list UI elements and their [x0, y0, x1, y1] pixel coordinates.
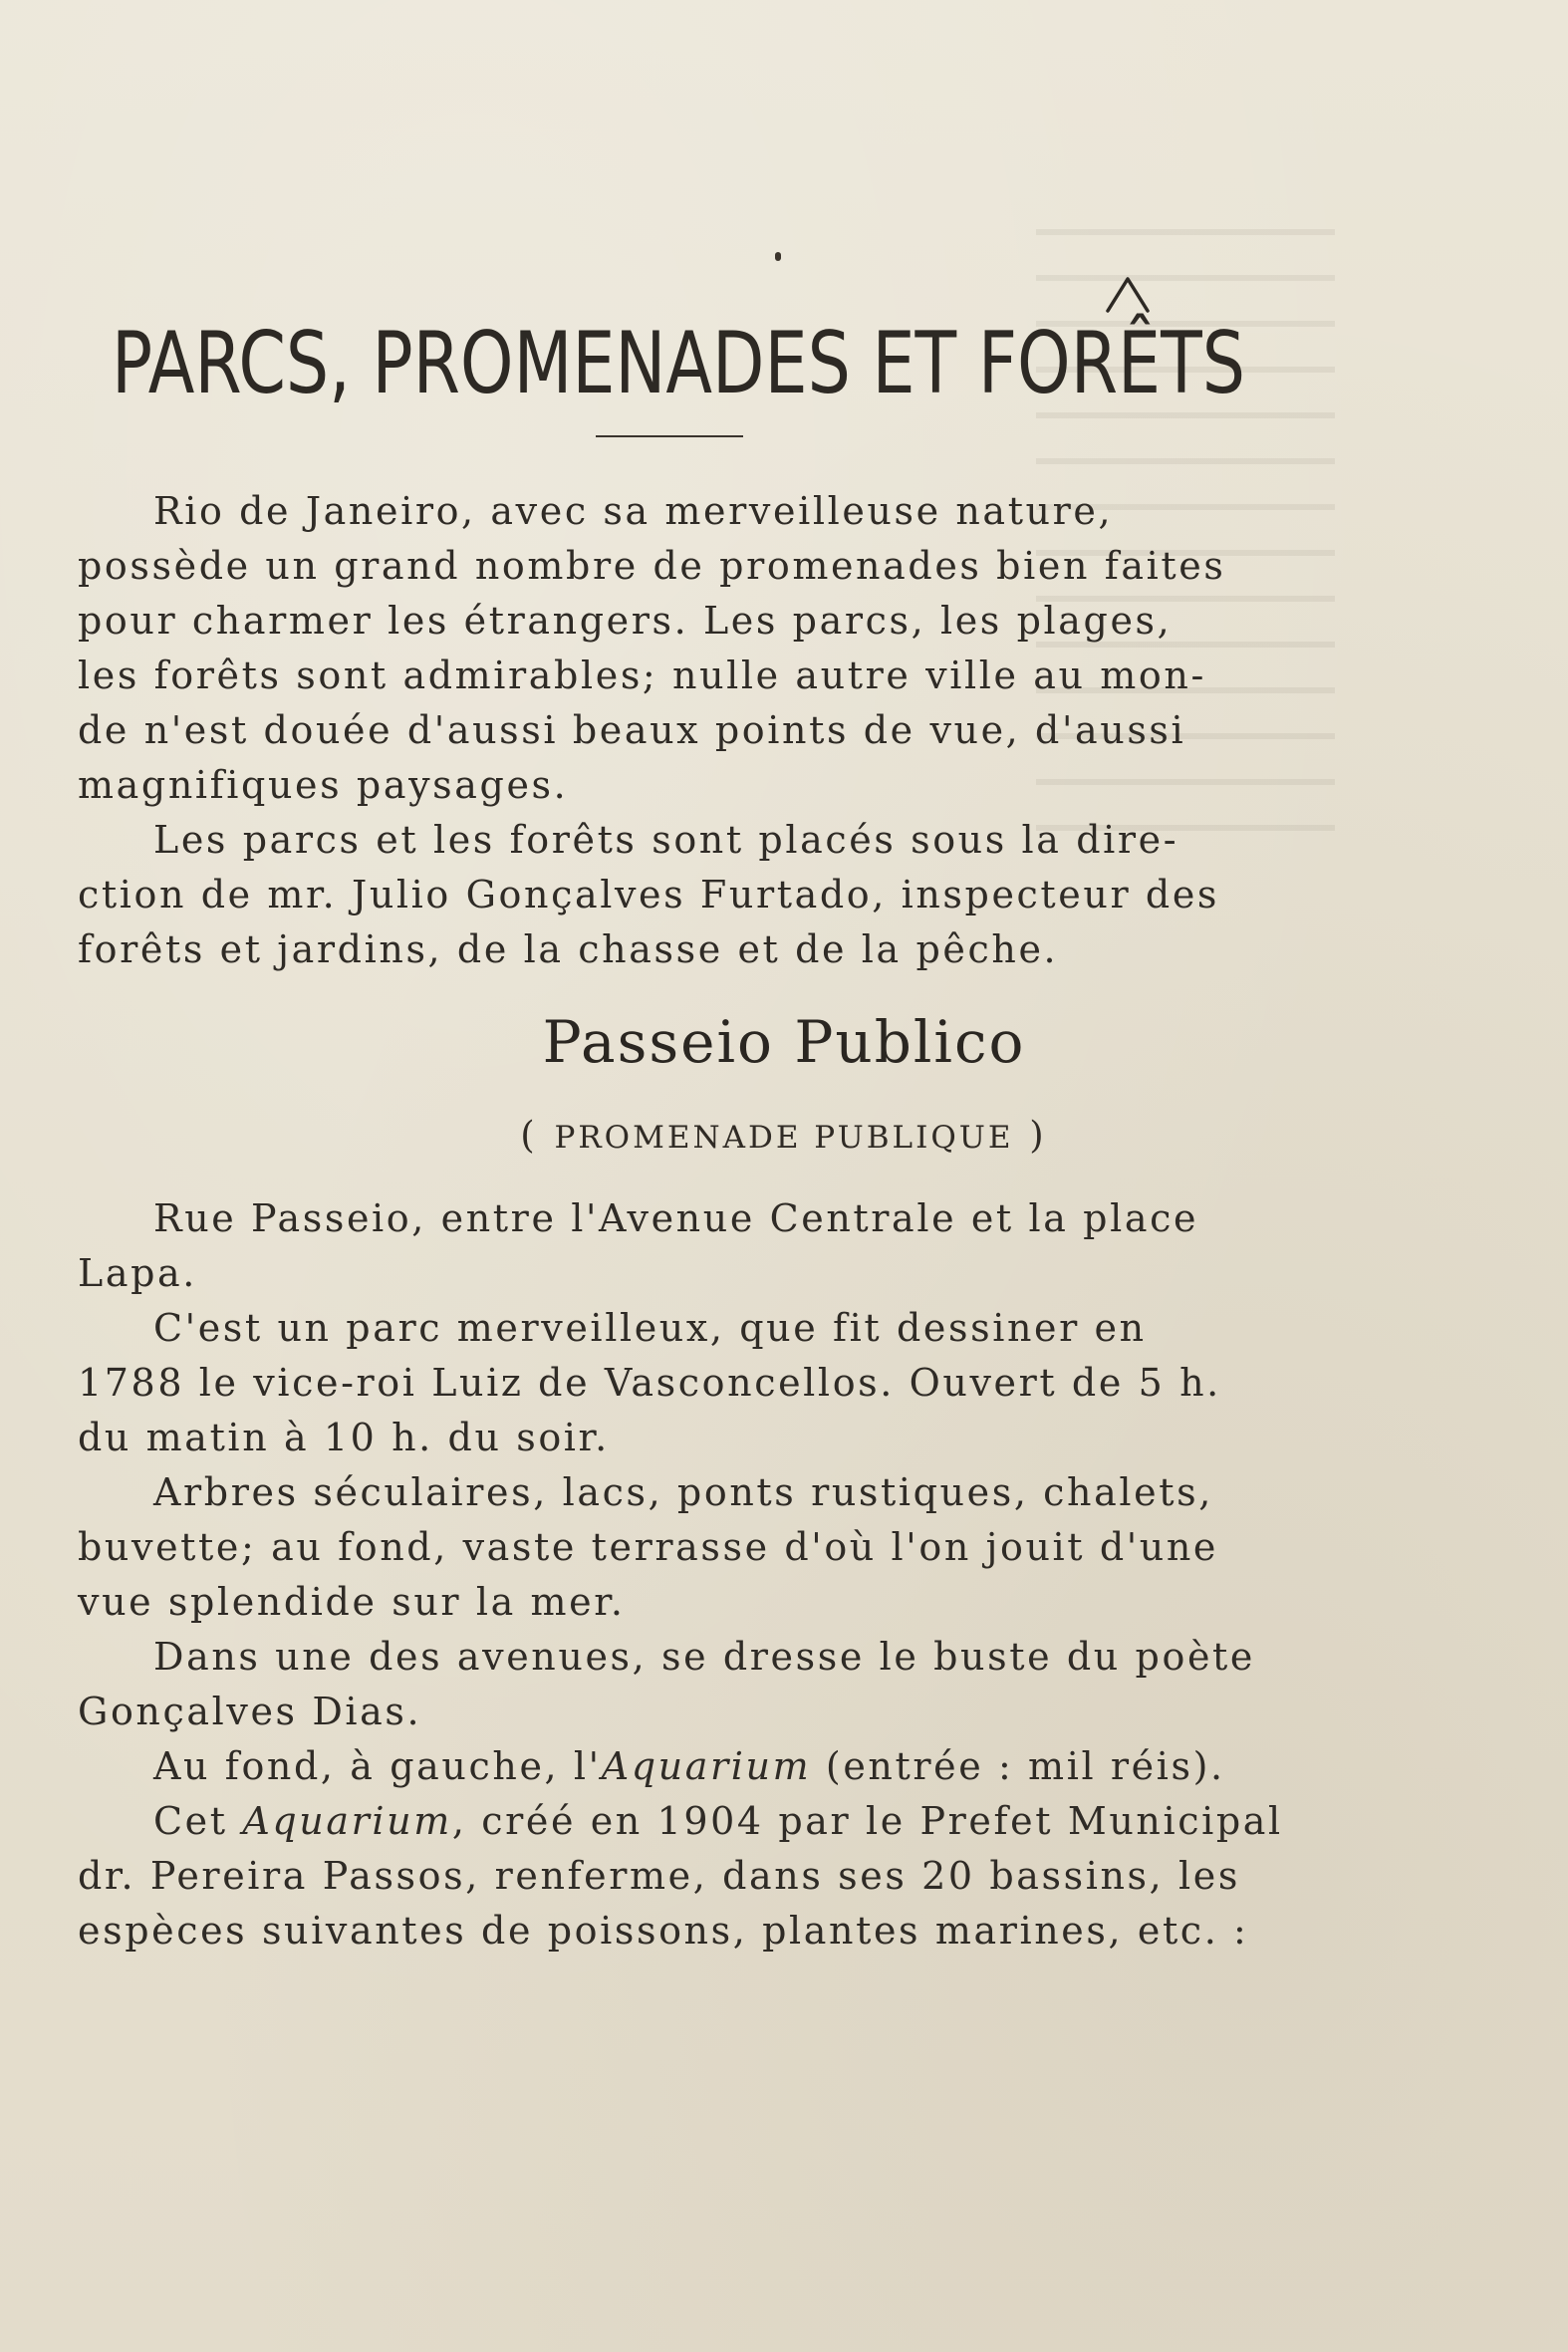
- subtitle-text: PROMENADE PUBLIQUE: [554, 1120, 1014, 1156]
- section-paragraphs: [78, 1191, 1283, 1959]
- text-line: de n'est douée d'aussi beaux points de vue, d'aussi: [78, 708, 1186, 752]
- text-line: Arbres séculaires, lacs, ponts rustiques, chalets,: [153, 1470, 1213, 1514]
- subtitle-paren-close: ): [1029, 1114, 1048, 1157]
- text-line: pour charmer les étrangers. Les parcs, les plages,: [78, 599, 1173, 643]
- aquarium-italic: Aquarium: [601, 1744, 812, 1788]
- text-line: forêts et jardins, de la chasse et de la pêche.: [78, 927, 1059, 971]
- chapter-title-text: PARCS, PROMENADES ET FORÊTS: [112, 314, 1543, 413]
- text-line: magnifiques paysages.: [78, 763, 569, 807]
- text-line: possède un grand nombre de promenades bien faites: [78, 544, 1226, 588]
- text-line: C'est un parc merveilleux, que fit dessiner en: [153, 1306, 1147, 1350]
- text-segment: Au fond, à gauche, l': [153, 1744, 602, 1788]
- intro-paragraphs: [78, 484, 1273, 977]
- text-line: dr. Pereira Passos, renferme, dans ses 20 bassins, les: [78, 1854, 1240, 1898]
- text-line: 1788 le vice-roi Luiz de Vasconcellos. Ouvert de 5 h.: [78, 1361, 1221, 1405]
- text-line: Rio de Janeiro, avec sa merveilleuse nature,: [153, 489, 1114, 533]
- text-line: Gonçalves Dias.: [78, 1690, 422, 1733]
- text-line: ction de mr. Julio Gonçalves Furtado, inspecteur des: [78, 873, 1220, 916]
- text-line: Rue Passeio, entre l'Avenue Centrale et la place: [153, 1196, 1199, 1240]
- text-line: du matin à 10 h. du soir.: [78, 1416, 610, 1459]
- title-divider: [596, 435, 743, 437]
- text-line-aquarium: [78, 1739, 1273, 1794]
- text-segment: , créé en 1904 par le Prefet Municipal: [451, 1799, 1283, 1843]
- section-title: Passeio Publico: [542, 1008, 1026, 1076]
- printer-mark: [775, 252, 781, 261]
- text-line: vue splendide sur la mer.: [78, 1580, 626, 1624]
- text-line: les forêts sont admirables; nulle autre ville au mon-: [78, 653, 1206, 697]
- text-line: Lapa.: [78, 1251, 197, 1295]
- section-subtitle: [0, 1114, 1568, 1157]
- aquarium-italic: Aquarium: [242, 1799, 452, 1843]
- text-line: Les parcs et les forêts sont placés sous la dire-: [153, 818, 1179, 862]
- text-segment: (entrée : mil réis).: [811, 1744, 1225, 1788]
- text-line-cet-aquarium: [78, 1794, 1283, 1849]
- chapter-title: [112, 261, 1543, 420]
- text-line: Dans une des avenues, se dresse le buste du poète: [153, 1635, 1255, 1679]
- text-line: buvette; au fond, vaste terrasse d'où l'on jouit d'une: [78, 1525, 1219, 1569]
- text-segment: Cet: [153, 1799, 243, 1843]
- subtitle-paren-open: (: [520, 1114, 539, 1157]
- text-line: espèces suivantes de poissons, plantes marines, etc. :: [78, 1909, 1249, 1953]
